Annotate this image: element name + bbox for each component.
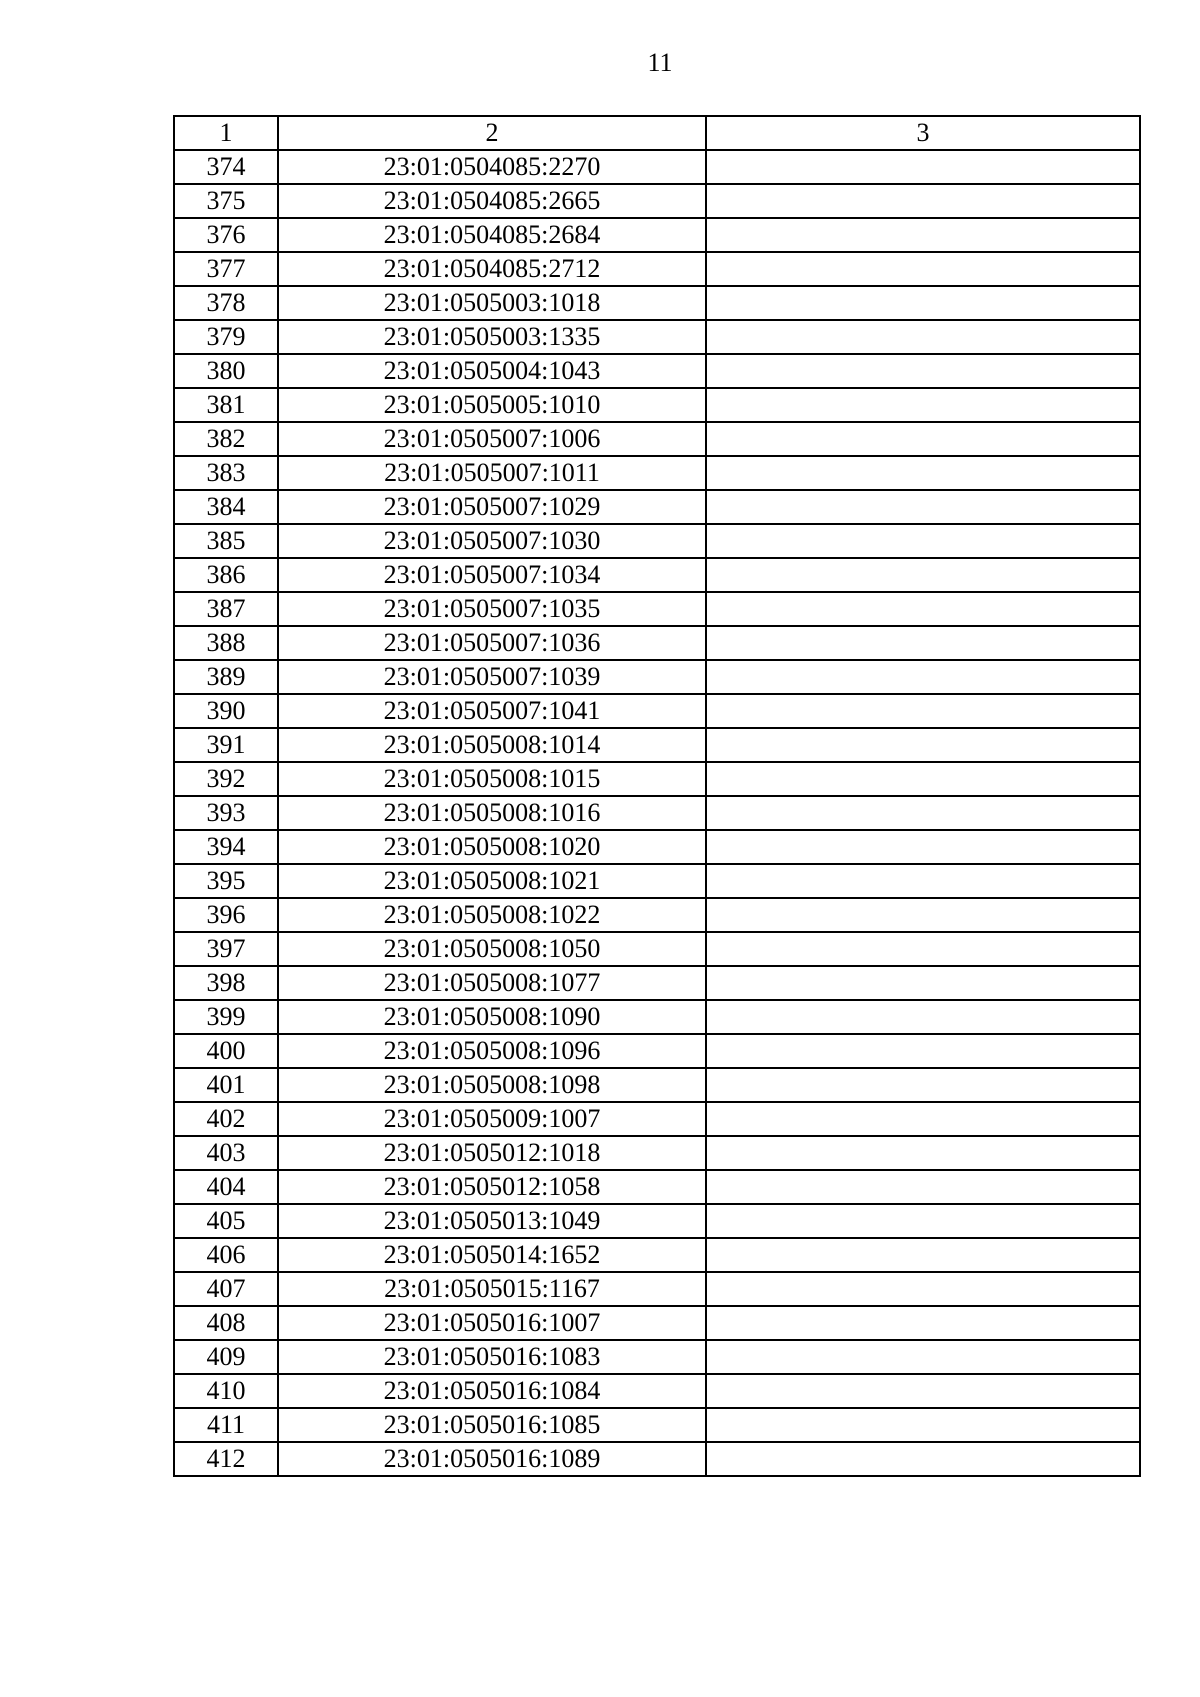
cadastral-number-cell: 23:01:0505007:1041 bbox=[278, 694, 706, 728]
cadastral-number-cell: 23:01:0505009:1007 bbox=[278, 1102, 706, 1136]
note-cell bbox=[706, 1204, 1140, 1238]
table-row bbox=[174, 796, 1140, 830]
row-number-cell: 379 bbox=[174, 320, 278, 354]
table-row bbox=[174, 456, 1140, 490]
note-cell bbox=[706, 286, 1140, 320]
table-row bbox=[174, 1374, 1140, 1408]
note-cell bbox=[706, 694, 1140, 728]
note-cell bbox=[706, 456, 1140, 490]
note-cell bbox=[706, 1170, 1140, 1204]
cadastral-number-cell: 23:01:0505012:1018 bbox=[278, 1136, 706, 1170]
row-number-cell: 374 bbox=[174, 150, 278, 184]
row-number-cell: 401 bbox=[174, 1068, 278, 1102]
cadastral-table bbox=[173, 115, 1141, 1477]
row-number-cell: 404 bbox=[174, 1170, 278, 1204]
table-row bbox=[174, 490, 1140, 524]
table-row bbox=[174, 1000, 1140, 1034]
table-row bbox=[174, 830, 1140, 864]
table-row bbox=[174, 1068, 1140, 1102]
cadastral-number-cell: 23:01:0505013:1049 bbox=[278, 1204, 706, 1238]
cadastral-number-cell: 23:01:0505012:1058 bbox=[278, 1170, 706, 1204]
cadastral-number-cell: 23:01:0504085:2665 bbox=[278, 184, 706, 218]
row-number-cell: 411 bbox=[174, 1408, 278, 1442]
table-row bbox=[174, 1102, 1140, 1136]
table-row bbox=[174, 1136, 1140, 1170]
row-number-cell: 386 bbox=[174, 558, 278, 592]
row-number-cell: 409 bbox=[174, 1340, 278, 1374]
row-number-cell: 394 bbox=[174, 830, 278, 864]
table-row bbox=[174, 1306, 1140, 1340]
cadastral-number-cell: 23:01:0505016:1083 bbox=[278, 1340, 706, 1374]
table-header-row bbox=[174, 116, 1140, 150]
note-cell bbox=[706, 218, 1140, 252]
table-row bbox=[174, 626, 1140, 660]
note-cell bbox=[706, 932, 1140, 966]
table-row bbox=[174, 320, 1140, 354]
cadastral-number-cell: 23:01:0505008:1096 bbox=[278, 1034, 706, 1068]
table-body bbox=[174, 116, 1140, 1476]
row-number-cell: 377 bbox=[174, 252, 278, 286]
table-row bbox=[174, 762, 1140, 796]
table-row bbox=[174, 660, 1140, 694]
cadastral-number-cell: 23:01:0505016:1007 bbox=[278, 1306, 706, 1340]
row-number-cell: 410 bbox=[174, 1374, 278, 1408]
cadastral-number-cell: 23:01:0505008:1090 bbox=[278, 1000, 706, 1034]
table-row bbox=[174, 592, 1140, 626]
note-cell bbox=[706, 1000, 1140, 1034]
note-cell bbox=[706, 184, 1140, 218]
table-row bbox=[174, 354, 1140, 388]
table-row bbox=[174, 728, 1140, 762]
row-number-cell: 380 bbox=[174, 354, 278, 388]
cadastral-number-cell: 23:01:0505014:1652 bbox=[278, 1238, 706, 1272]
row-number-cell: 395 bbox=[174, 864, 278, 898]
note-cell bbox=[706, 150, 1140, 184]
note-cell bbox=[706, 524, 1140, 558]
row-number-cell: 407 bbox=[174, 1272, 278, 1306]
note-cell bbox=[706, 320, 1140, 354]
row-number-cell: 375 bbox=[174, 184, 278, 218]
header-cell-col-2: 2 bbox=[278, 116, 706, 150]
note-cell bbox=[706, 592, 1140, 626]
cadastral-number-cell: 23:01:0505008:1014 bbox=[278, 728, 706, 762]
cadastral-number-cell: 23:01:0505008:1022 bbox=[278, 898, 706, 932]
cadastral-number-cell: 23:01:0505008:1077 bbox=[278, 966, 706, 1000]
cadastral-number-cell: 23:01:0505007:1034 bbox=[278, 558, 706, 592]
table-row bbox=[174, 1238, 1140, 1272]
note-cell bbox=[706, 422, 1140, 456]
cadastral-number-cell: 23:01:0505007:1035 bbox=[278, 592, 706, 626]
row-number-cell: 390 bbox=[174, 694, 278, 728]
cadastral-number-cell: 23:01:0505015:1167 bbox=[278, 1272, 706, 1306]
row-number-cell: 397 bbox=[174, 932, 278, 966]
row-number-cell: 384 bbox=[174, 490, 278, 524]
table-row bbox=[174, 1034, 1140, 1068]
cadastral-number-cell: 23:01:0505008:1050 bbox=[278, 932, 706, 966]
note-cell bbox=[706, 1306, 1140, 1340]
table-row bbox=[174, 898, 1140, 932]
row-number-cell: 391 bbox=[174, 728, 278, 762]
table-row bbox=[174, 388, 1140, 422]
row-number-cell: 405 bbox=[174, 1204, 278, 1238]
table-row bbox=[174, 1272, 1140, 1306]
cadastral-number-cell: 23:01:0504085:2712 bbox=[278, 252, 706, 286]
cadastral-number-cell: 23:01:0505008:1021 bbox=[278, 864, 706, 898]
cadastral-number-cell: 23:01:0505016:1085 bbox=[278, 1408, 706, 1442]
note-cell bbox=[706, 1340, 1140, 1374]
cadastral-number-cell: 23:01:0505008:1020 bbox=[278, 830, 706, 864]
table-row bbox=[174, 1340, 1140, 1374]
cadastral-number-cell: 23:01:0505016:1089 bbox=[278, 1442, 706, 1476]
note-cell bbox=[706, 354, 1140, 388]
row-number-cell: 396 bbox=[174, 898, 278, 932]
row-number-cell: 388 bbox=[174, 626, 278, 660]
note-cell bbox=[706, 796, 1140, 830]
cadastral-number-cell: 23:01:0505007:1030 bbox=[278, 524, 706, 558]
note-cell bbox=[706, 830, 1140, 864]
cadastral-number-cell: 23:01:0505007:1006 bbox=[278, 422, 706, 456]
note-cell bbox=[706, 1238, 1140, 1272]
note-cell bbox=[706, 864, 1140, 898]
row-number-cell: 376 bbox=[174, 218, 278, 252]
note-cell bbox=[706, 388, 1140, 422]
table-row bbox=[174, 1442, 1140, 1476]
page-number-text: 11 bbox=[647, 48, 673, 77]
row-number-cell: 387 bbox=[174, 592, 278, 626]
row-number-cell: 402 bbox=[174, 1102, 278, 1136]
table-row bbox=[174, 1170, 1140, 1204]
row-number-cell: 398 bbox=[174, 966, 278, 1000]
row-number-cell: 392 bbox=[174, 762, 278, 796]
table-row bbox=[174, 524, 1140, 558]
note-cell bbox=[706, 252, 1140, 286]
cadastral-number-cell: 23:01:0505003:1335 bbox=[278, 320, 706, 354]
cadastral-number-cell: 23:01:0505007:1036 bbox=[278, 626, 706, 660]
cadastral-number-cell: 23:01:0505007:1029 bbox=[278, 490, 706, 524]
table-row bbox=[174, 966, 1140, 1000]
table-row bbox=[174, 1408, 1140, 1442]
note-cell bbox=[706, 558, 1140, 592]
table-row bbox=[174, 422, 1140, 456]
cadastral-number-cell: 23:01:0505005:1010 bbox=[278, 388, 706, 422]
table-row bbox=[174, 932, 1140, 966]
note-cell bbox=[706, 1102, 1140, 1136]
note-cell bbox=[706, 1374, 1140, 1408]
cadastral-number-cell: 23:01:0505003:1018 bbox=[278, 286, 706, 320]
cadastral-number-cell: 23:01:0505004:1043 bbox=[278, 354, 706, 388]
cadastral-number-cell: 23:01:0505008:1016 bbox=[278, 796, 706, 830]
row-number-cell: 385 bbox=[174, 524, 278, 558]
table-row bbox=[174, 694, 1140, 728]
cadastral-number-cell: 23:01:0505008:1015 bbox=[278, 762, 706, 796]
table-row bbox=[174, 286, 1140, 320]
row-number-cell: 406 bbox=[174, 1238, 278, 1272]
table-row bbox=[174, 864, 1140, 898]
note-cell bbox=[706, 728, 1140, 762]
row-number-cell: 403 bbox=[174, 1136, 278, 1170]
note-cell bbox=[706, 1408, 1140, 1442]
note-cell bbox=[706, 1442, 1140, 1476]
row-number-cell: 389 bbox=[174, 660, 278, 694]
cadastral-number-cell: 23:01:0505008:1098 bbox=[278, 1068, 706, 1102]
table-row bbox=[174, 252, 1140, 286]
row-number-cell: 378 bbox=[174, 286, 278, 320]
table-row bbox=[174, 1204, 1140, 1238]
row-number-cell: 400 bbox=[174, 1034, 278, 1068]
note-cell bbox=[706, 1068, 1140, 1102]
row-number-cell: 393 bbox=[174, 796, 278, 830]
cadastral-number-cell: 23:01:0505016:1084 bbox=[278, 1374, 706, 1408]
note-cell bbox=[706, 490, 1140, 524]
header-cell-col-3: 3 bbox=[706, 116, 1140, 150]
row-number-cell: 412 bbox=[174, 1442, 278, 1476]
row-number-cell: 381 bbox=[174, 388, 278, 422]
note-cell bbox=[706, 626, 1140, 660]
note-cell bbox=[706, 660, 1140, 694]
note-cell bbox=[706, 966, 1140, 1000]
cadastral-number-cell: 23:01:0504085:2270 bbox=[278, 150, 706, 184]
table-row bbox=[174, 558, 1140, 592]
row-number-cell: 408 bbox=[174, 1306, 278, 1340]
table-row bbox=[174, 184, 1140, 218]
note-cell bbox=[706, 1272, 1140, 1306]
table-row bbox=[174, 150, 1140, 184]
row-number-cell: 382 bbox=[174, 422, 278, 456]
cadastral-number-cell: 23:01:0505007:1011 bbox=[278, 456, 706, 490]
cadastral-number-cell: 23:01:0505007:1039 bbox=[278, 660, 706, 694]
note-cell bbox=[706, 762, 1140, 796]
header-cell-col-1: 1 bbox=[174, 116, 278, 150]
page-number bbox=[0, 48, 1200, 78]
note-cell bbox=[706, 898, 1140, 932]
note-cell bbox=[706, 1136, 1140, 1170]
note-cell bbox=[706, 1034, 1140, 1068]
row-number-cell: 383 bbox=[174, 456, 278, 490]
cadastral-number-cell: 23:01:0504085:2684 bbox=[278, 218, 706, 252]
row-number-cell: 399 bbox=[174, 1000, 278, 1034]
table-row bbox=[174, 218, 1140, 252]
